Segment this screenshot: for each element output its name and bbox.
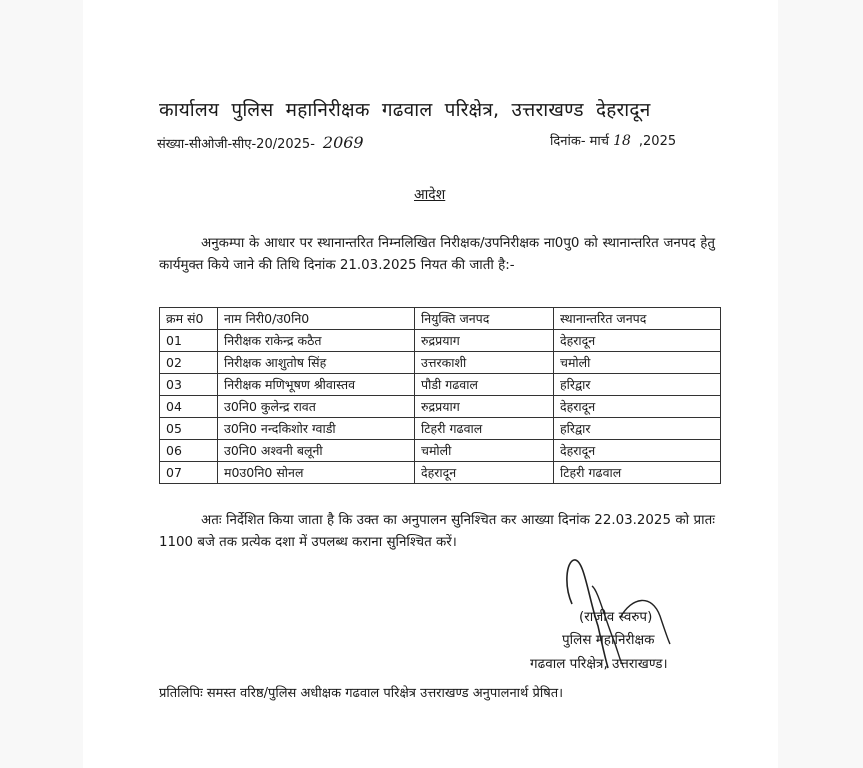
transfer-table	[159, 307, 721, 484]
cell-posting-district: देहरादून	[415, 462, 554, 484]
cell-serial: 07	[160, 462, 218, 484]
cell-name: निरीक्षक आशुतोष सिंह	[218, 352, 415, 374]
header-transfer-district: स्थानान्तरित जनपद	[554, 308, 721, 330]
table-row	[160, 462, 721, 484]
handwritten-reference-number: 2069	[322, 133, 364, 152]
cell-transfer-district: चमोली	[554, 352, 721, 374]
cell-name: म0उ0नि0 सोनल	[218, 462, 415, 484]
copy-to-line: प्रतिलिपिः समस्त वरिष्ठ/पुलिस अधीक्षक गढवाल परिक्षेत्र उत्तराखण्ड अनुपालनार्थ प्रेषित।	[159, 686, 564, 701]
date-prefix: दिनांक- मार्च	[550, 134, 610, 149]
table-row	[160, 374, 721, 396]
header-name: नाम निरी0/उ0नि0	[218, 308, 415, 330]
cell-transfer-district: देहरादून	[554, 396, 721, 418]
reference-prefix: संख्या-सीओजी-सीए-20/2025-	[157, 137, 315, 152]
table-row	[160, 330, 721, 352]
cell-transfer-district: हरिद्वार	[554, 374, 721, 396]
cell-posting-district: रुद्रप्रयाग	[415, 396, 554, 418]
table-row	[160, 396, 721, 418]
cell-name: उ0नि0 कुलेन्द्र रावत	[218, 396, 415, 418]
office-header: कार्यालय पुलिस महानिरीक्षक गढवाल परिक्षेत्र, उत्तराखण्ड देहरादून	[159, 99, 651, 121]
directive-paragraph: अतः निर्देशित किया जाता है कि उक्त का अनुपालन सुनिश्चित कर आख्या दिनांक 22.03.2025 को प्रातः 1100 बजे तक प्रत्येक दशा में उपलब्ध कराना सुनिश्चित करें।	[159, 513, 715, 550]
cell-transfer-district: देहरादून	[554, 330, 721, 352]
table-row	[160, 418, 721, 440]
cell-transfer-district: देहरादून	[554, 440, 721, 462]
order-title: आदेश	[414, 187, 446, 203]
document-date	[550, 131, 676, 149]
cell-serial: 05	[160, 418, 218, 440]
header-serial: क्रम सं0	[160, 308, 218, 330]
cell-posting-district: चमोली	[415, 440, 554, 462]
table-row	[160, 440, 721, 462]
signatory-name: (राजीव स्वरुप)	[579, 609, 653, 625]
cell-posting-district: टिहरी गढवाल	[415, 418, 554, 440]
signatory-region: गढवाल परिक्षेत्र, उत्तराखण्ड।	[530, 656, 668, 672]
table-header-row	[160, 308, 721, 330]
handwritten-date-day: 18	[613, 133, 631, 149]
cell-name: निरीक्षक राकेन्द्र कठैत	[218, 330, 415, 352]
cell-transfer-district: टिहरी गढवाल	[554, 462, 721, 484]
cell-posting-district: रुद्रप्रयाग	[415, 330, 554, 352]
cell-posting-district: पौडी गढवाल	[415, 374, 554, 396]
header-posting-district: नियुक्ति जनपद	[415, 308, 554, 330]
signatory-designation: पुलिस महानिरीक्षक	[562, 632, 655, 648]
cell-serial: 03	[160, 374, 218, 396]
cell-serial: 06	[160, 440, 218, 462]
reference-number	[157, 133, 364, 152]
table-row	[160, 352, 721, 374]
date-year: ,2025	[638, 134, 677, 149]
intro-paragraph: अनुकम्पा के आधार पर स्थानान्तरित निम्नलिखित निरीक्षक/उपनिरीक्षक ना0पु0 को स्थानान्तरित जनपद हेतु कार्यमुक्त किये जाने की तिथि दिनांक 21.03.2025 नियत की जाती है:-	[159, 236, 715, 273]
cell-posting-district: उत्तरकाशी	[415, 352, 554, 374]
cell-name: उ0नि0 नन्दकिशोर ग्वाडी	[218, 418, 415, 440]
cell-serial: 01	[160, 330, 218, 352]
cell-transfer-district: हरिद्वार	[554, 418, 721, 440]
cell-serial: 04	[160, 396, 218, 418]
cell-serial: 02	[160, 352, 218, 374]
cell-name: निरीक्षक मणिभूषण श्रीवास्तव	[218, 374, 415, 396]
cell-name: उ0नि0 अश्वनी बलूनी	[218, 440, 415, 462]
